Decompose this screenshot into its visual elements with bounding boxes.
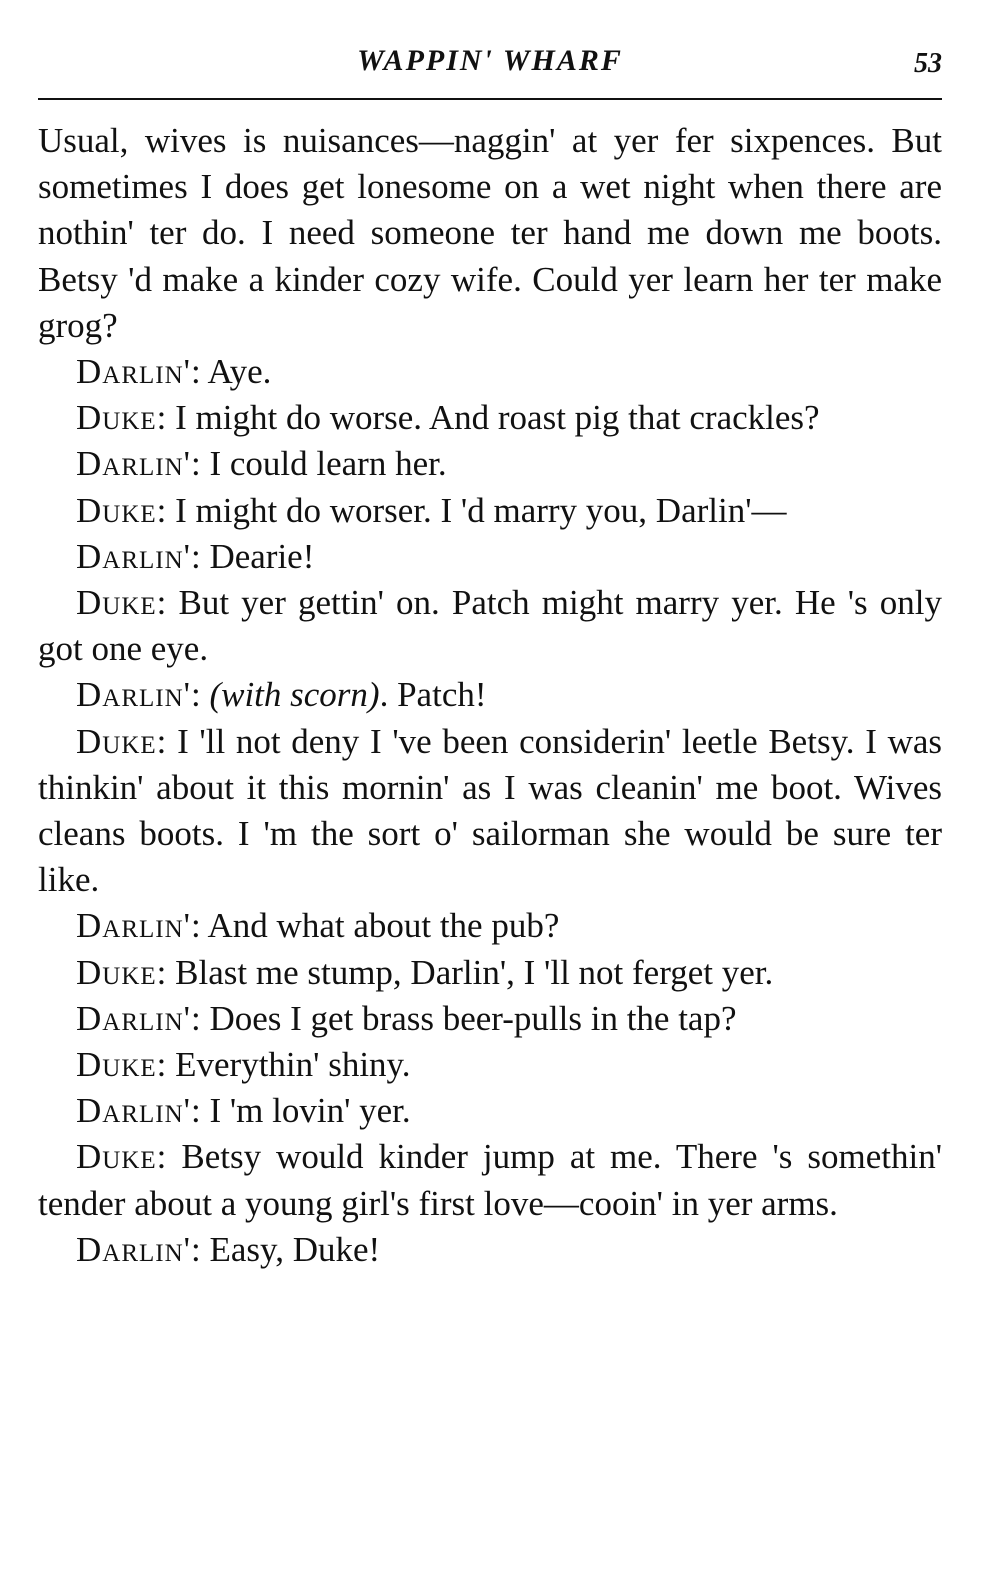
speaker-name: Duke bbox=[76, 583, 157, 623]
speech-text: Aye. bbox=[207, 352, 272, 392]
speaker-separator: : bbox=[190, 1091, 210, 1131]
speech bbox=[38, 488, 942, 534]
speech-text: Everythin' shiny. bbox=[175, 1045, 411, 1085]
speech-text: I could learn her. bbox=[209, 444, 447, 484]
speech-text: And what about the pub? bbox=[207, 906, 560, 946]
speech bbox=[38, 349, 942, 395]
speaker-separator: : bbox=[190, 998, 210, 1038]
speaker-separator: : bbox=[190, 444, 210, 484]
speech bbox=[38, 441, 942, 487]
speaker-name: Duke bbox=[76, 490, 157, 530]
speech-text: . Patch! bbox=[379, 675, 487, 715]
speech-text: I might do worse. And roast pig that crackles? bbox=[175, 398, 820, 438]
stage-direction: (with scorn) bbox=[209, 675, 380, 715]
speaker-separator: : bbox=[156, 490, 176, 530]
speaker-name: Duke bbox=[76, 952, 157, 992]
speech bbox=[38, 719, 942, 904]
speaker-separator: : bbox=[190, 1229, 210, 1269]
speaker-name: Darlin' bbox=[76, 906, 191, 946]
speech-text: I 'll not deny I 've been considerin' leetle Betsy. I was thinkin' about it this mornin' as I was cleanin' me boot. Wives cleans boots. I 'm the sort o' sailorman she would be sure ter like. bbox=[38, 721, 942, 900]
speaker-separator: : bbox=[156, 1137, 182, 1177]
speech bbox=[38, 1227, 942, 1273]
speech-text: But yer gettin' on. Patch might marry yer. He 's only got one eye. bbox=[38, 583, 942, 669]
running-title: WAPPIN' WHARF bbox=[357, 44, 623, 77]
speech bbox=[38, 996, 942, 1042]
speaker-name: Duke bbox=[76, 1045, 157, 1085]
book-page bbox=[38, 0, 942, 1269]
speaker-separator: : bbox=[190, 906, 208, 946]
speech-text: Dearie! bbox=[209, 536, 315, 576]
speaker-separator: : bbox=[156, 1045, 176, 1085]
speaker-separator: : bbox=[156, 398, 176, 438]
speech bbox=[38, 580, 942, 672]
speaker-name: Darlin' bbox=[76, 352, 191, 392]
speaker-separator: : bbox=[156, 583, 179, 623]
speaker-name: Duke bbox=[76, 721, 157, 761]
speaker-separator: : bbox=[190, 352, 208, 392]
speech bbox=[38, 395, 942, 441]
speech bbox=[38, 903, 942, 949]
speech-text: I 'm lovin' yer. bbox=[209, 1091, 411, 1131]
page-number: 53 bbox=[914, 48, 942, 79]
speech bbox=[38, 1088, 942, 1134]
speech bbox=[38, 672, 942, 718]
speaker-name: Darlin' bbox=[76, 536, 191, 576]
opening-paragraph: Usual, wives is nuisances—naggin' at yer fer sixpences. But sometimes I does get lonesome on a wet night when there are nothin' ter do. I need someone ter hand me down me boots. Betsy 'd make a kinder cozy wife. Could yer learn her ter make grog? bbox=[38, 121, 942, 345]
speech bbox=[38, 1042, 942, 1088]
speaker-name: Darlin' bbox=[76, 444, 191, 484]
speaker-separator: : bbox=[190, 536, 210, 576]
page-header bbox=[38, 0, 942, 100]
speaker-name: Duke bbox=[76, 1137, 157, 1177]
speech-text: I might do worser. I 'd marry you, Darlin'— bbox=[175, 490, 787, 530]
speech bbox=[38, 1134, 942, 1226]
speaker-separator: : bbox=[156, 952, 176, 992]
speaker-name: Darlin' bbox=[76, 998, 191, 1038]
speech-text: Betsy would kinder jump at me. There 's somethin' tender about a young girl's first love—cooin' in yer arms. bbox=[38, 1137, 942, 1223]
speaker-name: Duke bbox=[76, 398, 157, 438]
speaker-separator: : bbox=[190, 675, 210, 715]
speech-text: Easy, Duke! bbox=[209, 1229, 381, 1269]
speech-text: Does I get brass beer-pulls in the tap? bbox=[209, 998, 737, 1038]
speaker-name: Darlin' bbox=[76, 675, 191, 715]
speech bbox=[38, 534, 942, 580]
speech-text: Blast me stump, Darlin', I 'll not ferget yer. bbox=[175, 952, 774, 992]
speaker-name: Darlin' bbox=[76, 1091, 191, 1131]
page-body bbox=[38, 118, 942, 1273]
speech bbox=[38, 950, 942, 996]
header-rule bbox=[38, 98, 942, 100]
speaker-separator: : bbox=[156, 721, 178, 761]
speaker-name: Darlin' bbox=[76, 1229, 191, 1269]
